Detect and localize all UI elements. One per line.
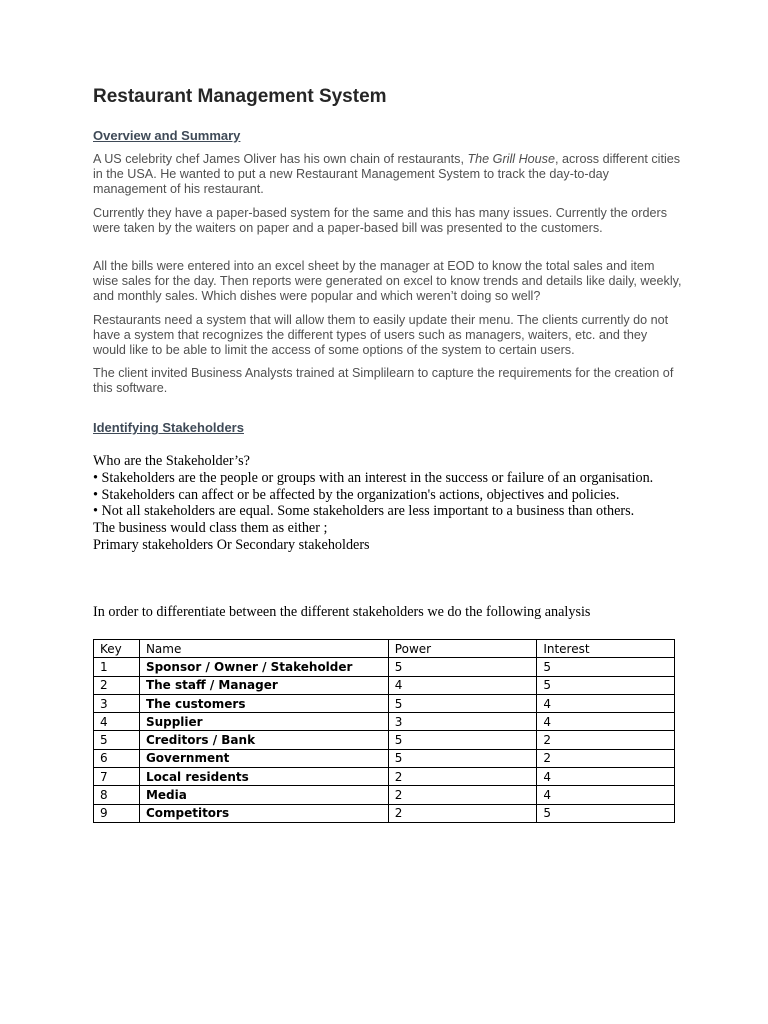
cell-name: Supplier: [139, 713, 388, 731]
cell-power: 2: [388, 786, 537, 804]
cell-power: 2: [388, 804, 537, 822]
cell-power: 2: [388, 768, 537, 786]
cell-interest: 2: [537, 731, 675, 749]
document-title: Restaurant Management System: [93, 86, 387, 107]
cell-key: 3: [94, 694, 140, 712]
cell-name: Government: [139, 749, 388, 767]
stakeholders-heading: Identifying Stakeholders: [93, 420, 244, 435]
cell-power: 5: [388, 694, 537, 712]
header-interest: Interest: [537, 640, 675, 658]
stakeholders-bullet-3: • Not all stakeholders are equal. Some stakeholders are less important to a business than others.: [93, 503, 635, 520]
cell-interest: 2: [537, 749, 675, 767]
p1-text-end: , across different cities in the USA. He wanted to put a new Restaurant Management System to track the day-to-day management of his restaurant.: [93, 152, 681, 196]
table-row: [94, 694, 675, 712]
table-row: [94, 749, 675, 767]
header-key: Key: [94, 640, 140, 658]
cell-interest: 4: [537, 694, 675, 712]
cell-key: 1: [94, 658, 140, 676]
stakeholders-intro: [93, 453, 683, 554]
cell-name: Competitors: [139, 804, 388, 822]
cell-key: 6: [94, 749, 140, 767]
cell-power: 5: [388, 749, 537, 767]
cell-interest: 4: [537, 713, 675, 731]
cell-name: The staff / Manager: [139, 676, 388, 694]
cell-name: Local residents: [139, 768, 388, 786]
cell-power: 3: [388, 713, 537, 731]
table-row: [94, 713, 675, 731]
table-header-row: [94, 640, 675, 658]
stakeholders-bullet-1: • Stakeholders are the people or groups with an interest in the success or failure of an organisation.: [93, 469, 654, 486]
cell-key: 2: [94, 676, 140, 694]
cell-interest: 5: [537, 676, 675, 694]
cell-name: Media: [139, 786, 388, 804]
stakeholder-table: [93, 639, 675, 823]
table-row: [94, 804, 675, 822]
restaurant-name: The Grill House: [467, 152, 555, 166]
stakeholders-class-line: The business would class them as either ;: [93, 520, 328, 537]
table-row: [94, 786, 675, 804]
stakeholders-bullet-2: • Stakeholders can affect or be affected by the organization's actions, objectives and policies.: [93, 486, 620, 503]
analysis-line: In order to differentiate between the different stakeholders we do the following analysis: [93, 604, 591, 620]
cell-name: Creditors / Bank: [139, 731, 388, 749]
cell-key: 5: [94, 731, 140, 749]
cell-interest: 4: [537, 786, 675, 804]
p1-text-start: A US celebrity chef James Oliver has his own chain of restaurants,: [93, 152, 468, 166]
cell-key: 9: [94, 804, 140, 822]
table-row: [94, 676, 675, 694]
cell-interest: 5: [537, 658, 675, 676]
overview-paragraph-4: Restaurants need a system that will allow them to easily update their menu. The clients currently do not have a system that recognizes the different types of users such as managers, waiters, etc. and they would like to be able to limit the access of some options of the system to certain users.: [93, 313, 669, 357]
table-row: [94, 768, 675, 786]
cell-power: 4: [388, 676, 537, 694]
cell-interest: 5: [537, 804, 675, 822]
cell-power: 5: [388, 658, 537, 676]
overview-paragraph-5: The client invited Business Analysts trained at Simplilearn to capture the requirements for the creation of this software.: [93, 366, 674, 395]
overview-paragraph-2: Currently they have a paper-based system for the same and this has many issues. Currently the orders were taken by the waiters on paper and a paper-based bill was presented to the customers.: [93, 206, 667, 235]
cell-power: 5: [388, 731, 537, 749]
table-row: [94, 731, 675, 749]
overview-paragraph-3: All the bills were entered into an excel sheet by the manager at EOD to know the total sales and item wise sales for the day. Then reports were generated on excel to know trends and details like daily, weekly, and monthly sales. Which dishes were popular and which weren’t doing so well?: [93, 259, 682, 303]
cell-name: The customers: [139, 694, 388, 712]
overview-heading: Overview and Summary: [93, 128, 241, 143]
cell-key: 7: [94, 768, 140, 786]
cell-key: 8: [94, 786, 140, 804]
header-power: Power: [388, 640, 537, 658]
stakeholders-question: Who are the Stakeholder’s?: [93, 453, 250, 469]
overview-paragraph-1: [93, 152, 683, 196]
table-row: [94, 658, 675, 676]
cell-key: 4: [94, 713, 140, 731]
cell-name: Sponsor / Owner / Stakeholder: [139, 658, 388, 676]
stakeholders-types-line: Primary stakeholders Or Secondary stakeholders: [93, 536, 370, 553]
cell-interest: 4: [537, 768, 675, 786]
header-name: Name: [139, 640, 388, 658]
